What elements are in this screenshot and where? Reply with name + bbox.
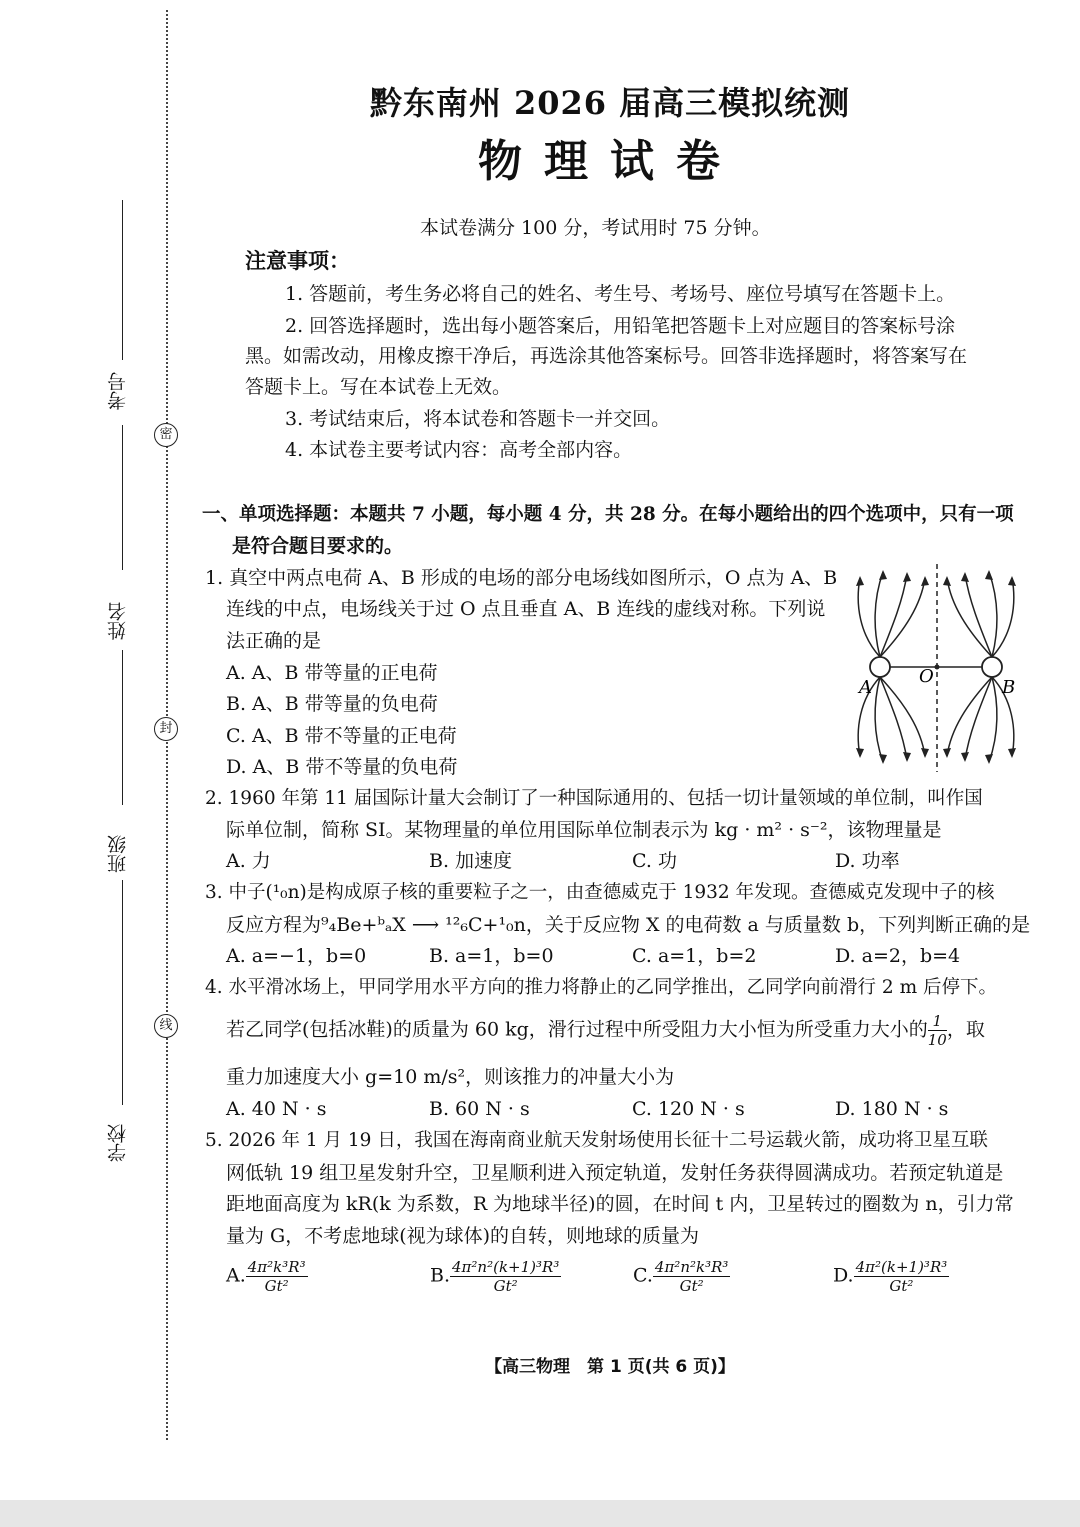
option-fraction [653,1258,731,1295]
option-label: D. [833,1264,854,1287]
exam-title: 黔东南州 2026 届高三模拟统测 [369,84,851,122]
question-5-text: 距地面高度为 kR(k 为系数，R 为地球半径)的圆，在时间 t 内，卫星转过的圈数为 n，引力常 [226,1193,1014,1215]
notice-item: 4. 本试卷主要考试内容：高考全部内容。 [285,439,633,461]
question-2-text: 际单位制，简称 SI。某物理量的单位用国际单位制表示为 kg · m² · s⁻²，该物理量是 [226,819,942,841]
exam-info: 本试卷满分 100 分，考试用时 75 分钟。 [420,217,771,239]
question-1-text: 1. 真空中两点电荷 A、B 形成的电场的部分电场线如图所示，O 点为 A、B [205,567,838,589]
option-label: B. [430,1264,451,1287]
question-4-text-part: ，取 [946,1018,985,1041]
option-fraction [246,1258,308,1295]
page-footer: 【高三物理 第 1 页(共 6 页)】 [485,1357,735,1377]
seal-feng: 封 [154,717,178,741]
option-a: A. 40 N · s [226,1098,327,1120]
fraction-numerator: 4π²(k+1)³R³ [855,1258,948,1276]
question-1-text: 连线的中点，电场线关于过 O 点且垂直 A、B 连线的虚线对称。下列说 [226,598,826,620]
option-b: B. A、B 带等量的负电荷 [226,693,438,715]
option-c: C. 120 N · s [632,1098,745,1120]
question-4-text: 4. 水平滑冰场上，甲同学用水平方向的推力将静止的乙同学推出，乙同学向前滑行 2 m 后停下。 [205,977,997,998]
option-a [226,1258,308,1295]
fraction-denominator: Gt² [493,1277,518,1295]
option-d [833,1258,949,1295]
bottom-band [0,1500,1080,1527]
notice-item: 黑。如需改动，用橡皮擦干净后，再选涂其他答案标号。回答非选择题时，将答案写在 [245,345,968,367]
seal-mi: 密 [154,423,178,447]
question-1-text: 法正确的是 [226,630,322,652]
section-heading: 是符合题目要求的。 [232,535,404,557]
label-exam-number: 考号 [107,372,129,410]
option-label: A. [226,1264,246,1287]
question-2-options [226,845,1038,877]
fraction-numerator: 1 [928,1012,947,1031]
fraction-denominator: Gt² [264,1277,289,1295]
option-c [633,1258,730,1295]
question-4-text [226,1012,985,1049]
notice-item: 3. 考试结束后，将本试卷和答题卡一并交回。 [285,408,671,430]
question-4-options [226,1093,1038,1125]
fraction-denominator: Gt² [889,1277,914,1295]
option-label: C. [633,1264,653,1287]
label-b: B [1002,677,1016,698]
question-3-text: 反应方程为⁹₄Be+ᵇₐX ⟶ ¹²₆C+¹₀n，关于反应物 X 的电荷数 a 与质量数 b，下列判断正确的是 [226,914,1031,936]
option-b: B. a=1，b=0 [429,945,554,967]
section-heading: 一、单项选择题：本题共 7 小题，每小题 4 分，共 28 分。在每小题给出的四个选项中，只有一项 [202,504,1014,525]
notice-heading: 注意事项： [245,248,350,273]
option-d: D. 180 N · s [835,1098,949,1120]
blank-line [122,650,123,805]
binding-margin [0,0,200,1527]
question-5-text: 量为 G，不考虑地球(视为球体)的自转，则地球的质量为 [226,1225,700,1247]
question-2-text: 2. 1960 年第 11 届国际计量大会制订了一种国际通用的、包括一切计量领域的单位制，叫作国 [205,788,983,809]
option-fraction [450,1258,561,1295]
fraction-one-tenth [928,1012,947,1049]
option-b: B. 60 N · s [429,1098,530,1120]
notice-item: 答题卡上。写在本试卷上无效。 [245,376,512,398]
option-a: A. a=−1，b=0 [226,945,367,967]
fraction-denominator: 10 [927,1031,947,1049]
option-d: D. A、B 带不等量的负电荷 [226,756,458,778]
question-5-text: 5. 2026 年 1 月 19 日，我国在海南商业航天发射场使用长征十二号运载火箭，成功将卫星互联 [205,1130,988,1151]
notice-item: 1. 答题前，考生务必将自己的姓名、考生号、考场号、座位号填写在答题卡上。 [285,283,956,305]
question-3-options [226,940,1038,972]
label-a: A [859,677,872,698]
electric-field-figure [855,560,1035,775]
question-4-text: 重力加速度大小 g=10 m/s²，则该推力的冲量大小为 [226,1066,675,1088]
option-b [430,1258,561,1295]
option-c: C. a=1，b=2 [632,945,757,967]
option-c: C. A、B 带不等量的正电荷 [226,725,457,747]
question-4-text-part: 若乙同学(包括冰鞋)的质量为 60 kg，滑行过程中所受阻力大小恒为所受重力大小的 [226,1018,928,1041]
notice-item: 2. 回答选择题时，选出每小题答案后，用铅笔把答题卡上对应题目的答案标号涂 [285,315,956,337]
fraction-numerator: 4π²k³R³ [247,1258,306,1276]
fraction-numerator: 4π²n²(k+1)³R³ [452,1258,560,1276]
option-a: A. 力 [226,850,271,872]
blank-line [122,880,123,1105]
option-b: B. 加速度 [429,850,513,872]
option-c: C. 功 [632,850,677,872]
question-5-text: 网低轨 19 组卫星发射升空，卫星顺利进入预定轨道，发射任务获得圆满成功。若预定轨道是 [226,1162,1004,1184]
option-fraction [854,1258,950,1295]
option-d: D. 功率 [835,850,900,872]
blank-line [122,425,123,570]
label-name: 姓名 [107,602,129,640]
fraction-denominator: Gt² [679,1277,704,1295]
exam-subject: 物理试卷 [478,136,742,187]
question-3-text: 3. 中子(¹₀n)是构成原子核的重要粒子之一，由查德威克于 1932 年发现。查德威克发现中子的核 [205,882,995,903]
fraction-numerator: 4π²n²k³R³ [654,1258,729,1276]
option-a: A. A、B 带等量的正电荷 [226,662,438,684]
seal-xian: 线 [154,1014,178,1038]
label-class: 班级 [107,835,129,873]
label-school: 学校 [107,1124,129,1162]
label-o: O [919,666,934,687]
blank-line [122,200,123,360]
option-d: D. a=2，b=4 [835,945,961,967]
